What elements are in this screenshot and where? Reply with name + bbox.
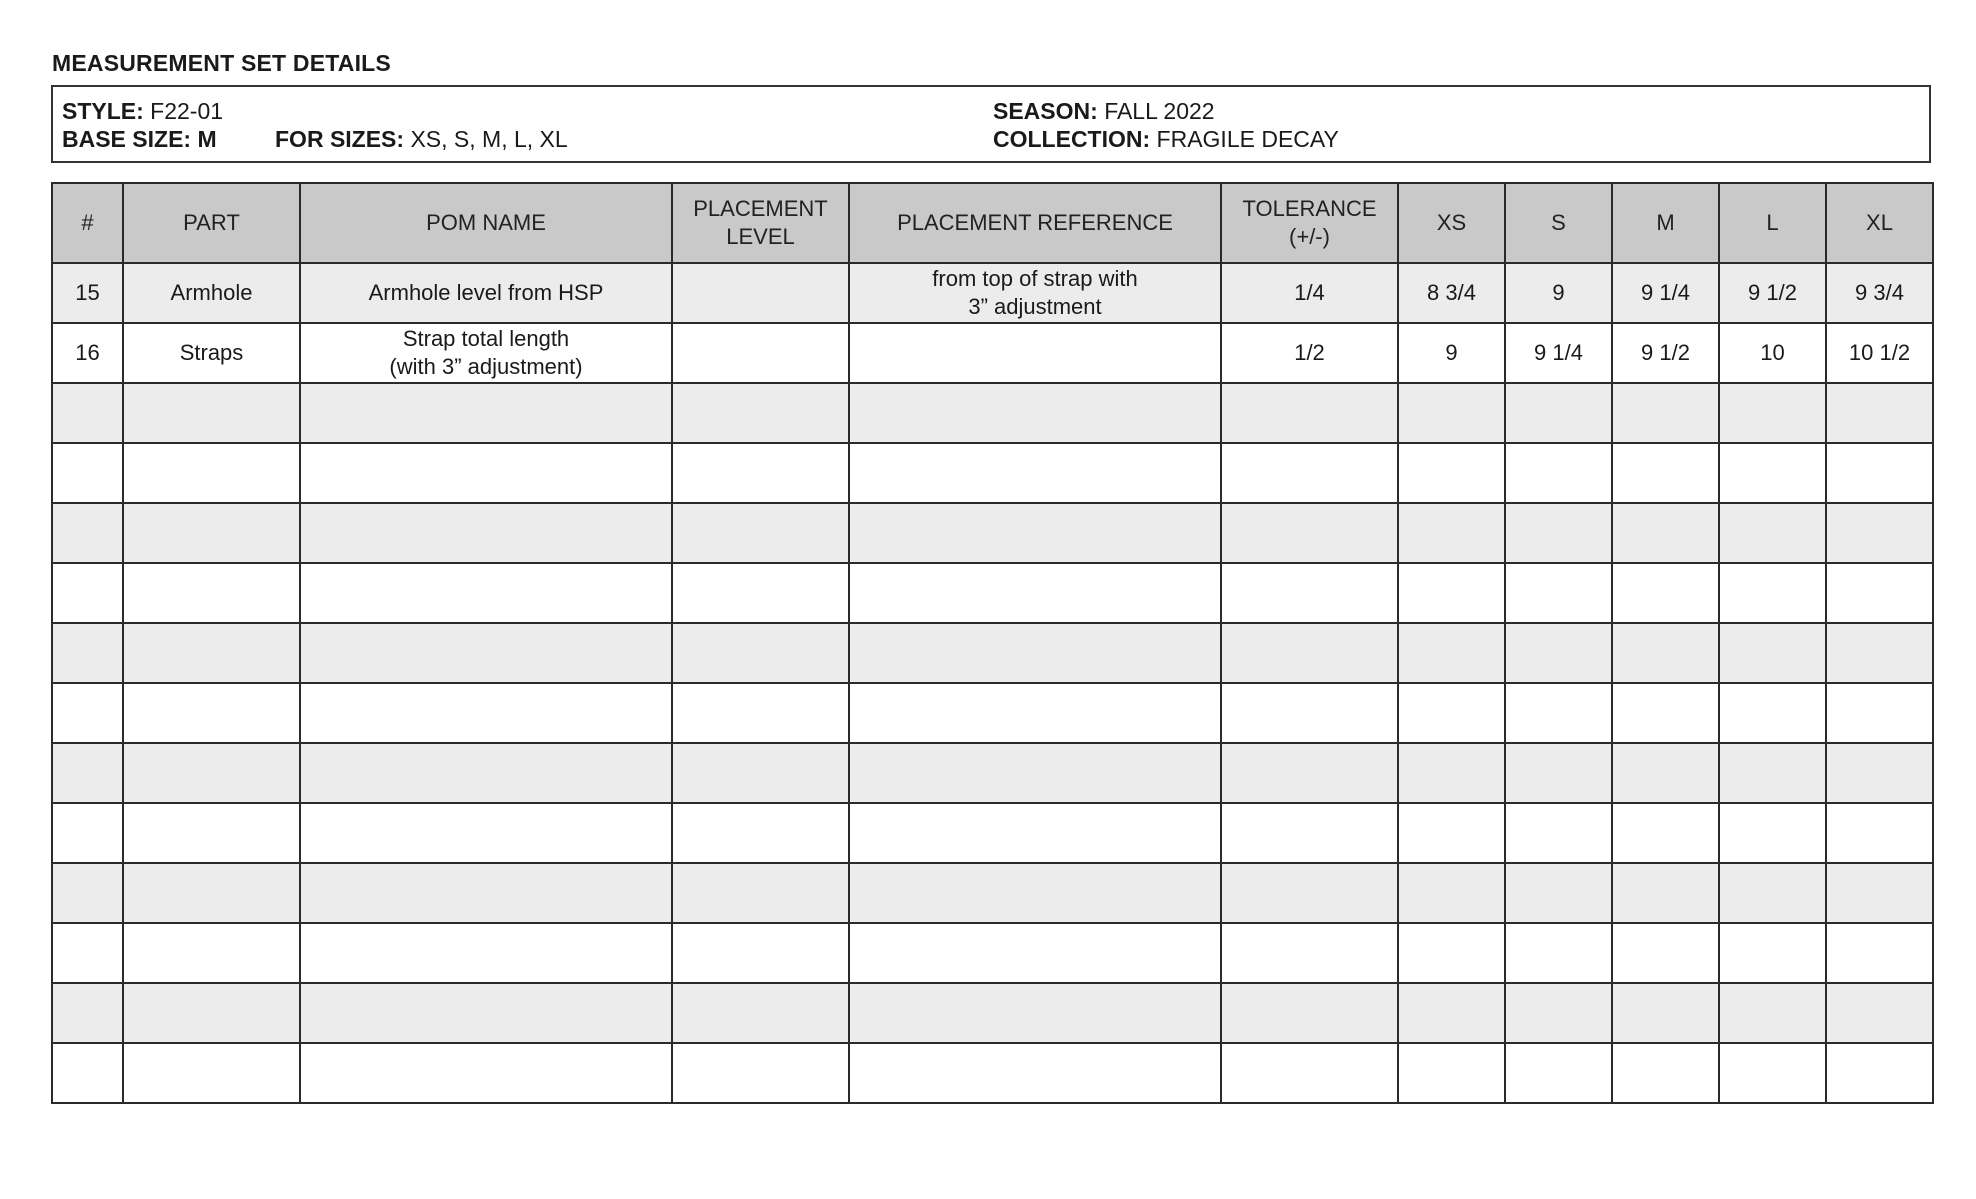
cell-xs bbox=[1398, 443, 1505, 503]
for-sizes-value: XS, S, M, L, XL bbox=[410, 126, 568, 152]
cell-tolerance bbox=[1221, 503, 1398, 563]
cell-pom-name bbox=[300, 863, 672, 923]
cell-m bbox=[1612, 863, 1719, 923]
cell-number: 16 bbox=[52, 323, 123, 383]
header-size-xl: XL bbox=[1826, 183, 1933, 263]
cell-xl bbox=[1826, 383, 1933, 443]
cell-pom-name bbox=[300, 1043, 672, 1103]
cell-l bbox=[1719, 1043, 1826, 1103]
cell-s bbox=[1505, 683, 1612, 743]
cell-part bbox=[123, 863, 300, 923]
cell-tolerance bbox=[1221, 443, 1398, 503]
cell-xs: 9 bbox=[1398, 323, 1505, 383]
cell-l bbox=[1719, 563, 1826, 623]
cell-placement-reference bbox=[849, 503, 1221, 563]
table-row bbox=[52, 503, 1933, 563]
cell-l bbox=[1719, 623, 1826, 683]
table-row bbox=[52, 923, 1933, 983]
cell-tolerance bbox=[1221, 683, 1398, 743]
cell-pom-name: Armhole level from HSP bbox=[300, 263, 672, 323]
cell-l bbox=[1719, 683, 1826, 743]
cell-placement-reference bbox=[849, 323, 1221, 383]
cell-pom-name bbox=[300, 983, 672, 1043]
cell-m: 9 1/2 bbox=[1612, 323, 1719, 383]
header-size-xs: XS bbox=[1398, 183, 1505, 263]
season-value: FALL 2022 bbox=[1104, 98, 1215, 124]
cell-part bbox=[123, 383, 300, 443]
cell-part: Straps bbox=[123, 323, 300, 383]
base-size-label: BASE SIZE: bbox=[62, 126, 192, 152]
cell-part bbox=[123, 983, 300, 1043]
cell-xl bbox=[1826, 863, 1933, 923]
cell-xl bbox=[1826, 983, 1933, 1043]
cell-placement-level bbox=[672, 503, 849, 563]
cell-l bbox=[1719, 383, 1826, 443]
cell-s bbox=[1505, 983, 1612, 1043]
cell-xl bbox=[1826, 743, 1933, 803]
cell-placement-level bbox=[672, 443, 849, 503]
cell-pom-name bbox=[300, 563, 672, 623]
table-row bbox=[52, 323, 1933, 383]
cell-xs bbox=[1398, 623, 1505, 683]
cell-placement-level bbox=[672, 743, 849, 803]
cell-xl bbox=[1826, 1043, 1933, 1103]
cell-tolerance: 1/4 bbox=[1221, 263, 1398, 323]
table-row bbox=[52, 983, 1933, 1043]
cell-xs bbox=[1398, 503, 1505, 563]
cell-number bbox=[52, 623, 123, 683]
for-sizes-info bbox=[275, 126, 568, 153]
header-placement-level: PLACEMENT LEVEL bbox=[672, 183, 849, 263]
cell-tolerance bbox=[1221, 383, 1398, 443]
cell-placement-reference bbox=[849, 443, 1221, 503]
cell-m bbox=[1612, 503, 1719, 563]
header-part: PART bbox=[123, 183, 300, 263]
base-size-info bbox=[62, 126, 217, 153]
cell-pom-name bbox=[300, 803, 672, 863]
cell-xs: 8 3/4 bbox=[1398, 263, 1505, 323]
table-header-row bbox=[52, 183, 1933, 263]
cell-placement-level bbox=[672, 323, 849, 383]
cell-number bbox=[52, 443, 123, 503]
cell-l bbox=[1719, 923, 1826, 983]
cell-placement-reference bbox=[849, 683, 1221, 743]
table-row bbox=[52, 683, 1933, 743]
collection-label: COLLECTION: bbox=[993, 126, 1151, 152]
cell-part bbox=[123, 443, 300, 503]
cell-number bbox=[52, 1043, 123, 1103]
cell-xl: 9 3/4 bbox=[1826, 263, 1933, 323]
table-row bbox=[52, 563, 1933, 623]
page-title: MEASUREMENT SET DETAILS bbox=[52, 50, 391, 76]
cell-pom-name bbox=[300, 923, 672, 983]
cell-m bbox=[1612, 383, 1719, 443]
cell-s bbox=[1505, 383, 1612, 443]
cell-l bbox=[1719, 863, 1826, 923]
cell-l bbox=[1719, 503, 1826, 563]
cell-l bbox=[1719, 983, 1826, 1043]
table-row bbox=[52, 623, 1933, 683]
cell-placement-reference bbox=[849, 863, 1221, 923]
cell-placement-level bbox=[672, 923, 849, 983]
cell-xs bbox=[1398, 803, 1505, 863]
cell-xs bbox=[1398, 683, 1505, 743]
cell-pom-name bbox=[300, 743, 672, 803]
cell-s bbox=[1505, 923, 1612, 983]
table-row bbox=[52, 383, 1933, 443]
season-label: SEASON: bbox=[993, 98, 1098, 124]
cell-xs bbox=[1398, 923, 1505, 983]
cell-xl bbox=[1826, 923, 1933, 983]
cell-xs bbox=[1398, 863, 1505, 923]
cell-m bbox=[1612, 803, 1719, 863]
cell-tolerance bbox=[1221, 563, 1398, 623]
cell-placement-reference bbox=[849, 1043, 1221, 1103]
cell-tolerance bbox=[1221, 743, 1398, 803]
cell-m bbox=[1612, 623, 1719, 683]
cell-number: 15 bbox=[52, 263, 123, 323]
cell-xs bbox=[1398, 383, 1505, 443]
header-tolerance: TOLERANCE (+/-) bbox=[1221, 183, 1398, 263]
style-label: STYLE: bbox=[62, 98, 144, 124]
cell-s bbox=[1505, 563, 1612, 623]
season-info bbox=[993, 98, 1215, 125]
cell-part bbox=[123, 503, 300, 563]
cell-number bbox=[52, 503, 123, 563]
cell-s bbox=[1505, 863, 1612, 923]
cell-xs bbox=[1398, 1043, 1505, 1103]
cell-number bbox=[52, 743, 123, 803]
cell-xs bbox=[1398, 743, 1505, 803]
cell-placement-level bbox=[672, 383, 849, 443]
cell-l: 9 1/2 bbox=[1719, 263, 1826, 323]
measurement-table bbox=[51, 182, 1934, 1104]
cell-m bbox=[1612, 1043, 1719, 1103]
cell-s bbox=[1505, 803, 1612, 863]
cell-part bbox=[123, 803, 300, 863]
cell-m: 9 1/4 bbox=[1612, 263, 1719, 323]
cell-xs bbox=[1398, 983, 1505, 1043]
header-size-s: S bbox=[1505, 183, 1612, 263]
cell-m bbox=[1612, 923, 1719, 983]
cell-tolerance: 1/2 bbox=[1221, 323, 1398, 383]
cell-pom-name bbox=[300, 683, 672, 743]
cell-s bbox=[1505, 503, 1612, 563]
cell-xl bbox=[1826, 443, 1933, 503]
cell-part bbox=[123, 683, 300, 743]
cell-l bbox=[1719, 443, 1826, 503]
cell-number bbox=[52, 983, 123, 1043]
cell-part bbox=[123, 1043, 300, 1103]
cell-number bbox=[52, 863, 123, 923]
cell-m bbox=[1612, 443, 1719, 503]
cell-part bbox=[123, 743, 300, 803]
cell-m bbox=[1612, 683, 1719, 743]
cell-pom-name bbox=[300, 443, 672, 503]
cell-placement-reference bbox=[849, 743, 1221, 803]
cell-m bbox=[1612, 563, 1719, 623]
header-pom-name: POM NAME bbox=[300, 183, 672, 263]
cell-l bbox=[1719, 803, 1826, 863]
cell-tolerance bbox=[1221, 1043, 1398, 1103]
cell-placement-level bbox=[672, 263, 849, 323]
cell-pom-name: Strap total length (with 3” adjustment) bbox=[300, 323, 672, 383]
cell-placement-reference bbox=[849, 803, 1221, 863]
style-info-box bbox=[51, 85, 1931, 163]
cell-placement-level bbox=[672, 623, 849, 683]
cell-m bbox=[1612, 743, 1719, 803]
header-size-l: L bbox=[1719, 183, 1826, 263]
table-row bbox=[52, 1043, 1933, 1103]
cell-placement-level bbox=[672, 803, 849, 863]
cell-placement-reference bbox=[849, 623, 1221, 683]
table-row bbox=[52, 743, 1933, 803]
cell-xl bbox=[1826, 503, 1933, 563]
cell-placement-reference bbox=[849, 983, 1221, 1043]
cell-pom-name bbox=[300, 503, 672, 563]
cell-number bbox=[52, 683, 123, 743]
cell-xl bbox=[1826, 563, 1933, 623]
table-row bbox=[52, 263, 1933, 323]
cell-placement-level bbox=[672, 983, 849, 1043]
style-value: F22-01 bbox=[150, 98, 224, 124]
collection-value: FRAGILE DECAY bbox=[1156, 126, 1339, 152]
cell-part bbox=[123, 923, 300, 983]
cell-tolerance bbox=[1221, 623, 1398, 683]
style-info bbox=[62, 98, 223, 125]
cell-placement-level bbox=[672, 1043, 849, 1103]
header-size-m: M bbox=[1612, 183, 1719, 263]
cell-s: 9 bbox=[1505, 263, 1612, 323]
cell-placement-level bbox=[672, 863, 849, 923]
cell-tolerance bbox=[1221, 803, 1398, 863]
cell-tolerance bbox=[1221, 863, 1398, 923]
header-placement-reference: PLACEMENT REFERENCE bbox=[849, 183, 1221, 263]
cell-placement-reference: from top of strap with 3” adjustment bbox=[849, 263, 1221, 323]
table-row bbox=[52, 803, 1933, 863]
cell-tolerance bbox=[1221, 983, 1398, 1043]
cell-xl bbox=[1826, 683, 1933, 743]
cell-placement-reference bbox=[849, 563, 1221, 623]
cell-number bbox=[52, 383, 123, 443]
cell-placement-reference bbox=[849, 923, 1221, 983]
table-row bbox=[52, 443, 1933, 503]
cell-s: 9 1/4 bbox=[1505, 323, 1612, 383]
cell-xl bbox=[1826, 623, 1933, 683]
cell-pom-name bbox=[300, 623, 672, 683]
cell-xl bbox=[1826, 803, 1933, 863]
cell-number bbox=[52, 803, 123, 863]
cell-pom-name bbox=[300, 383, 672, 443]
cell-placement-level bbox=[672, 683, 849, 743]
cell-s bbox=[1505, 743, 1612, 803]
cell-s bbox=[1505, 1043, 1612, 1103]
cell-number bbox=[52, 923, 123, 983]
cell-placement-level bbox=[672, 563, 849, 623]
cell-part bbox=[123, 623, 300, 683]
base-size-value: M bbox=[197, 126, 217, 152]
cell-placement-reference bbox=[849, 383, 1221, 443]
cell-part: Armhole bbox=[123, 263, 300, 323]
cell-xs bbox=[1398, 563, 1505, 623]
cell-xl: 10 1/2 bbox=[1826, 323, 1933, 383]
cell-part bbox=[123, 563, 300, 623]
header-number: # bbox=[52, 183, 123, 263]
for-sizes-label: FOR SIZES: bbox=[275, 126, 405, 152]
cell-s bbox=[1505, 443, 1612, 503]
cell-l: 10 bbox=[1719, 323, 1826, 383]
cell-m bbox=[1612, 983, 1719, 1043]
cell-number bbox=[52, 563, 123, 623]
cell-l bbox=[1719, 743, 1826, 803]
table-body bbox=[52, 263, 1933, 1103]
cell-s bbox=[1505, 623, 1612, 683]
table-row bbox=[52, 863, 1933, 923]
collection-info bbox=[993, 126, 1339, 153]
cell-tolerance bbox=[1221, 923, 1398, 983]
